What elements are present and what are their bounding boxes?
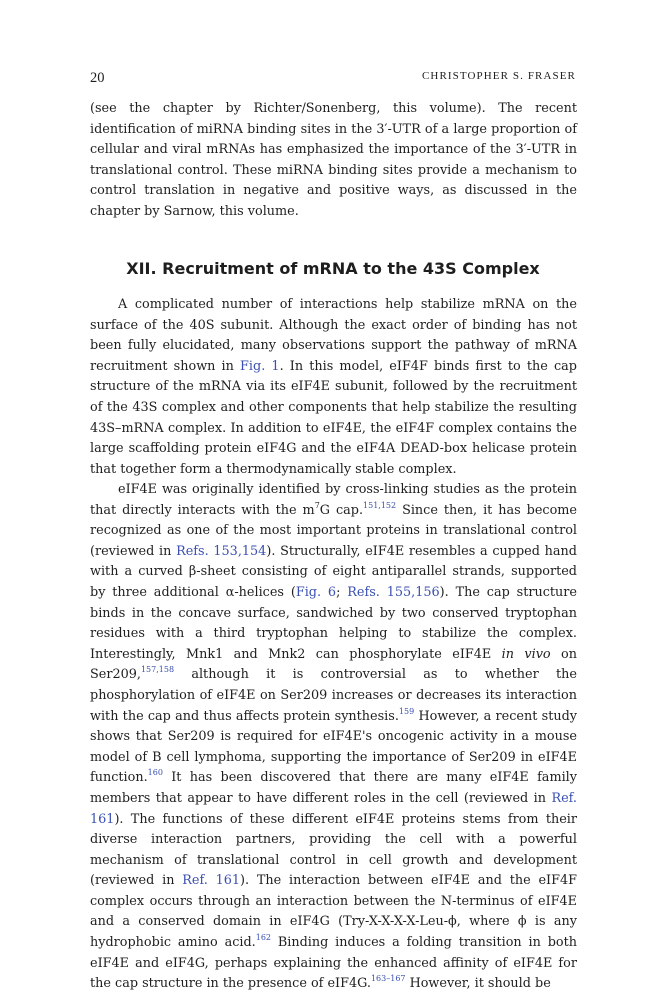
paragraph-text: although it is controversial as to whether the phosphorylation of eIF4E on Ser209 increases or decreases its interaction with the cap and thus affects protein synthesis. — [90, 667, 577, 724]
paragraph-text: However, it should be — [405, 976, 551, 992]
reference-link-refs-153-154[interactable]: Refs. 153,154 — [176, 543, 267, 559]
paragraph-text: A complicated number of interactions help stabilize mRNA on the surface of the 40S subunit. Although the exact order of binding has not been fully elucidated, many observations support the pathway of mRNA recruitment shown in — [90, 297, 577, 374]
paragraph-text: It has been discovered that there are many eIF4E family members that appear to have different roles in the cell (reviewed in — [90, 770, 577, 806]
paragraph-recruitment-overview — [90, 295, 577, 480]
paragraph-text: Since then, it has become recognized as one of the most important proteins in translational control (reviewed in — [90, 502, 577, 559]
page-header — [90, 70, 576, 90]
section-heading: XII. Recruitment of mRNA to the 43S Complex — [126, 259, 540, 278]
paragraph-text: G cap. — [319, 502, 364, 518]
citation-link-157-158[interactable]: 157,158 — [140, 665, 175, 675]
figure-link-fig6[interactable]: Fig. 6 — [295, 584, 337, 600]
page-number: 20 — [90, 70, 105, 86]
paragraph-text: ). The cap structure binds in the concave surface, sandwiched by two conserved tryptophan residues with a third tryptophan helping to stabilize the complex. Interestingly, Mnk1 and Mnk2 can phosphorylate eIF4E — [90, 584, 577, 662]
paragraph-eif4e — [90, 480, 577, 995]
citation-link-160[interactable]: 160 — [147, 768, 163, 778]
paragraph-text: eIF4E was originally identified by cross-linking studies as the protein that directly interacts with the m — [90, 482, 577, 518]
paragraph-text: ; — [336, 584, 348, 600]
figure-link-fig1[interactable]: Fig. 1 — [240, 358, 280, 374]
citation-link-162[interactable]: 162 — [255, 933, 272, 943]
italic-in-vivo: in vivo — [501, 646, 551, 662]
reference-link-ref-161[interactable]: Ref. 161 — [182, 873, 241, 889]
paragraph-text: Binding induces a folding transition in both eIF4E and eIF4G, perhaps explaining the enhanced affinity of eIF4E for the cap structure in the presence of eIF4G. — [90, 935, 577, 992]
citation-link-159[interactable]: 159 — [398, 706, 415, 716]
reference-link-refs-155-156[interactable]: Refs. 155,156 — [347, 584, 440, 600]
paragraph-text: ). Structurally, eIF4E resembles a cupped hand with a curved β-sheet consisting of eight antiparallel strands, supported by three additional α-helices ( — [90, 543, 577, 600]
paragraph-text: However, a recent study shows that Ser209 is required for eIF4E's oncogenic activity in a mouse model of B cell lymphoma, supporting the importance of Ser209 in eIF4E function. — [90, 708, 577, 786]
paragraph-text: . In this model, eIF4F binds first to the cap structure of the mRNA via its eIF4E subunit, followed by the recruitment of the 43S complex and other components that help stabilize the resulting 43S–mRNA complex. In addition to eIF4E, the eIF4F complex contains the large scaffolding protein eIF4G and the eIF4A DEAD-box helicase protein that together form a thermodynamically stable complex. — [90, 358, 577, 477]
paragraph-text: ). The functions of these different eIF4E proteins stems from their diverse interaction partners, providing the cell with a powerful mechanism of translational control in cell growth and development (reviewed in — [90, 811, 577, 889]
reference-link-ref-161[interactable]: Ref. 161 — [90, 790, 577, 827]
paragraph-text: ). The interaction between eIF4E and the eIF4F complex occurs through an interaction between the N-terminus of eIF4E and a conserved domain in eIF4G (Try-X-X-X-X-Leu-ϕ, where ϕ is any hydrophobic amino acid. — [90, 873, 577, 951]
superscript-7: 7 — [314, 500, 320, 510]
intro-paragraph: (see the chapter by Richter/Sonenberg, this volume). The recent identification of miRNA binding sites in the 3′-UTR of a large proportion of cellular and viral mRNAs has emphasized the importance of the 3′-UTR in translational control. These miRNA binding sites provide a mechanism to control translation in negative and positive ways, as discussed in the chapter by Sarnow, this volume. — [90, 101, 577, 219]
running-head: CHRISTOPHER S. FRASER — [421, 70, 576, 82]
paragraph-text: on Ser209, — [90, 646, 577, 683]
citation-link-163-167[interactable]: 163–167 — [370, 974, 406, 984]
citation-link-151-152[interactable]: 151,152 — [363, 500, 397, 510]
